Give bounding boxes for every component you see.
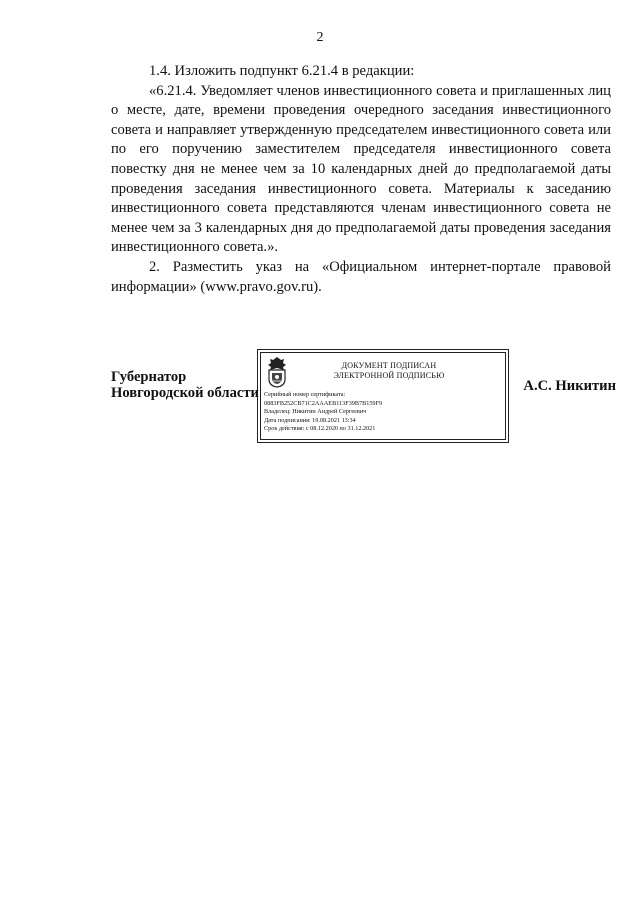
signer-title-line-1: Губернатор — [111, 369, 187, 385]
paragraph-item-2: 2. Разместить указ на «Официальном интернет-портале правовой информации» (www.pravo.gov.ru). — [111, 258, 611, 295]
electronic-signature-stamp — [257, 349, 509, 443]
document-body — [111, 62, 611, 297]
paragraph-quote-6-21-4: «6.21.4. Уведомляет членов инвестиционного совета и приглашенных лиц о месте, дате, времени проведения очередного заседания инвестиционного совета и направляет утвержденную председателем инвестиционного совета или по его поручению заместителем председателя инвестиционного совета повестку дня не менее чем за 10 календарных дней до предполагаемой даты проведения заседания инвестиционного совета. Материалы к заседанию инвестиционного совета представляются членам инвестиционного совета не менее чем за 3 календарных дня до предполагаемой даты проведения заседания инвестиционного совета.». — [111, 82, 611, 256]
stamp-heading — [299, 361, 479, 381]
stamp-validity: Срок действия: с 08.12.2020 по 31.12.2021 — [264, 425, 376, 433]
stamp-owner: Владелец: Никитин Андрей Сергеевич — [264, 408, 367, 416]
signer-name: А.С. Никитин — [523, 378, 616, 394]
page-number: 2 — [316, 30, 324, 45]
stamp-cert-label: Серийный номер сертификата: — [264, 391, 346, 398]
signature-block — [111, 343, 616, 453]
stamp-heading-line-1: ДОКУМЕНТ ПОДПИСАН — [341, 361, 437, 370]
signer-title — [111, 369, 259, 401]
paragraph-item-1-4: 1.4. Изложить подпункт 6.21.4 в редакции: — [149, 63, 415, 79]
stamp-heading-line-2: ЭЛЕКТРОННОЙ ПОДПИСЬЮ — [333, 371, 445, 380]
coat-of-arms-icon — [264, 356, 290, 388]
stamp-details — [264, 391, 382, 434]
stamp-frame — [260, 352, 506, 440]
stamp-signed-date: Дата подписания: 19.08.2021 13:34 — [264, 416, 356, 424]
stamp-cert-serial: 0883FB252CB71C2AAAEB113F39B7B159F9 — [264, 399, 383, 407]
signer-title-line-2: Новгородской области — [111, 385, 259, 401]
